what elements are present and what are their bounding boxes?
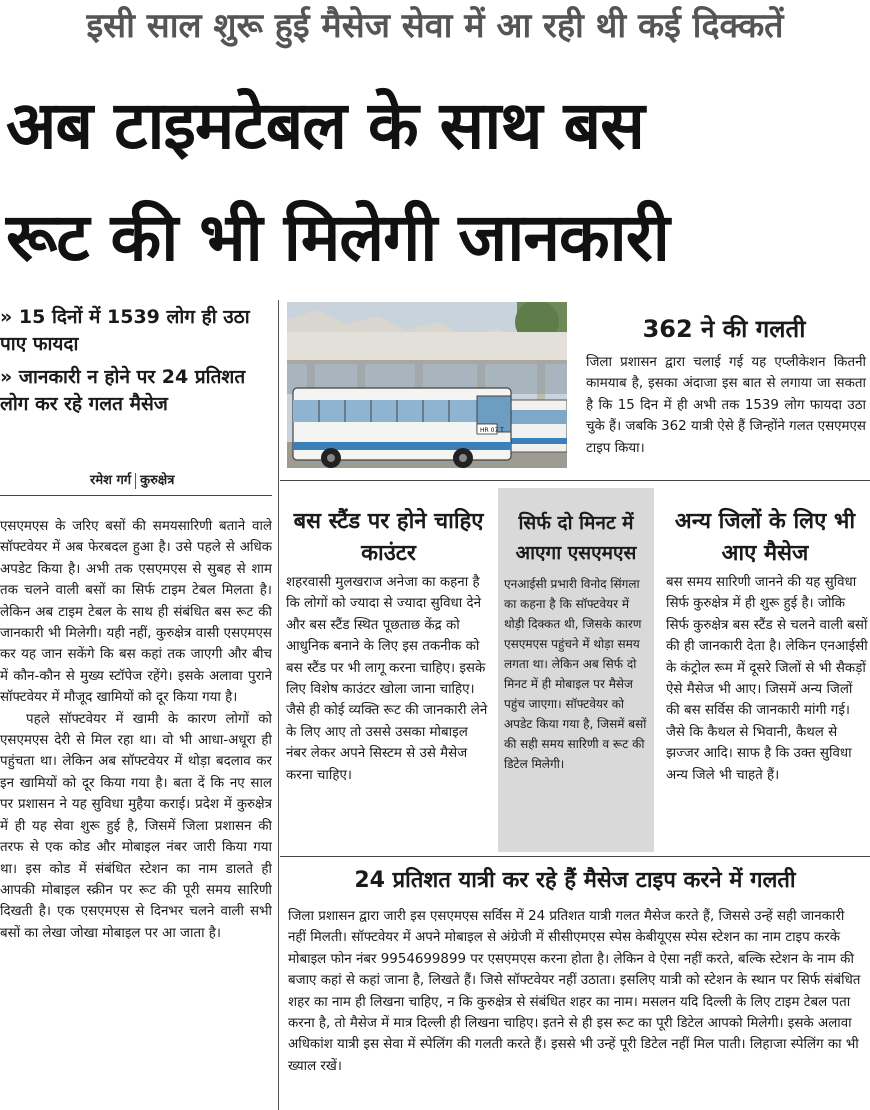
bus-stand-photo-illustration bbox=[287, 302, 567, 468]
section-rule bbox=[280, 480, 870, 481]
headline-line-1: अब टाइमटेबल के साथ बस bbox=[6, 87, 644, 164]
two-minute-text: एनआईसी प्रभारी विनोद सिंगला का कहना है कि सॉफ्टवेयर में थोड़ी दिक्कत थी, जिसके कारण एसएमएस पहुंचने में थोड़ा समय लगता था। लेकिन अब सिर्फ दो मिनट में ही मोबाइल पर मैसेज पहुंच जाएगा। सॉफ्टवेयर को अपडेट किया गया है, जिसमें बसों की सही समय सारिणी व रूट की डिटेल मिलेगी। bbox=[504, 577, 647, 771]
bottom-story-text: जिला प्रशासन द्वारा जारी इस एसएमएस सर्विस में 24 प्रतिशत यात्री गलत मैसेज करते हैं, जिससे उन्हें सही जानकारी नहीं मिलती। सॉफ्टवेयर में अपने मोबाइल से अंग्रेजी में सीसीएमएस स्पेस केबीयूएस स्पेस स्टेशन का नाम टाइप करके मोबाइल फोन नंबर 9954699899 पर एसएमएस करना होता है। लेकिन वे ऐसा नहीं करते, बल्कि स्टेशन के नाम की बजाए कहां से कहां जाना है, लिखते हैं। जिसे सॉफ्टवेयर नहीं उठाता। इसलिए यात्री को स्टेशन के स्थान पर सिर्फ संबंधित शहर का नाम ही लिखना चाहिए, न कि कुरुक्षेत्र से संबंधित शहर का नाम। मसलन यदि दिल्ली के लिए टाइम टेबल पता करना है, तो मैसेज में मात्र दिल्ली ही लिखना चाहिए। इतने से ही इस रूट का पूरी डिटेल आपको मिलेगी। इसके अलावा अधिकांश यात्री इस सेवा में स्पेलिंग की गलती करते हैं। इससे भी उन्हें पूरी डिटेल नहीं मिल पाती। लिहाजा स्पेलिंग का भी ख्याल रखें। bbox=[288, 909, 861, 1074]
highlights bbox=[0, 304, 272, 424]
counter-column-text: शहरवासी मुलखराज अनेजा का कहना है कि लोगों को ज्यादा से ज्यादा सुविधा देने और बस स्टैंड स्थित पूछताछ केंद्र को आधुनिक बनाने के लिए इस तकनीक को बस स्टैंड पर भी लागू करना चाहिए। इसके लिए विशेष काउंटर खोला जाना चाहिए। जैसे ही कोई व्यक्ति रूट की जानकारी लेने के लिए आए तो उससे उसका मोबाइल नंबर लेकर अपने सिस्टम से उसे मैसेज करना चाहिए। bbox=[286, 575, 488, 783]
byline-divider bbox=[135, 473, 136, 489]
main-paragraph: एसएमएस के जरिए बसों की समयसारिणी बताने वाले सॉफ्टवेयर में अब फेरबदल हुआ है। उसे पहले से अधिक अपडेट किया है। अभी तक एसएमएस से सुबह से शाम तक चलने वाली बसों का सिर्फ टाइम टेबल मिलता है। लेकिन अब टाइम टेबल के साथ ही संबंधित बस रूट की जानकारी भी मिलेगी। यही नहीं, कुरुक्षेत्र वासी एसएमएस कर यह जान सकेंगे कि बस कहां तक जाएगी और बीच में कौन-कौन से मुख्य स्टॉपेज रहेंगे। इसके अलावा पुराने सॉफ्टवेयर में मौजूद खामियों को दूर किया गया है। bbox=[0, 519, 272, 706]
main-article bbox=[0, 516, 272, 1110]
column-divider bbox=[278, 300, 279, 1110]
dateline: कुरुक्षेत्र bbox=[140, 473, 175, 488]
highlight-item: » 15 दिनों में 1539 लोग ही उठा पाए फायदा bbox=[0, 306, 250, 355]
bus-stand-photo bbox=[287, 302, 567, 468]
bottom-story-title: 24 प्रतिशत यात्री कर रहे हैं मैसेज टाइप करने में गलती bbox=[354, 868, 796, 893]
byline bbox=[90, 470, 174, 489]
highlight-item: » जानकारी न होने पर 24 प्रतिशत लोग कर रहे गलत मैसेज bbox=[0, 366, 246, 415]
box-362-title: 362 ने की गलती bbox=[642, 315, 806, 343]
other-districts-title: अन्य जिलों के लिए भी आए मैसेज bbox=[674, 509, 856, 566]
main-paragraph: पहले सॉफ्टवेयर में खामी के कारण लोगों को एसएमएस देरी से मिल रहा था। वो भी आधा-अधूरा ही पहुंचता था। लेकिन अब सॉफ्टवेयर में थोड़ा बदलाव कर इन खामियों को दूर किया गया है। बता दें कि नए साल पर प्रशासन ने यह सुविधा मुहैया कराई। प्रदेश में कुरुक्षेत्र में ही यह सेवा शुरू हुई है, जिसमें जिला प्रशासन की तरफ से एक कोड और मोबाइल नंबर जारी किया गया था। इस कोड में संबंधित स्टेशन का नाम डालते ही आपकी मोबाइल स्क्रीन पर रूट की पूरी समय सारिणी दिखती है। एक एसएमएस से दिनभर चलने वाली सभी बसों का लेखा जोखा मोबाइल पर आ जाता है। bbox=[0, 711, 272, 941]
bottom-story-rule bbox=[280, 856, 870, 857]
kicker: इसी साल शुरू हुई मैसेज सेवा में आ रही थी कई दिक्कतें bbox=[86, 6, 784, 46]
byline-rule bbox=[0, 495, 272, 496]
box-362-text: जिला प्रशासन द्वारा चलाई गई यह एप्लीकेशन कितनी कामयाब है, इसका अंदाजा इस बात से लगाया जा सकता है कि 15 दिन में ही अभी तक 1539 लोग फायदा उठा चुके हैं। जबकि 362 यात्री ऐसे हैं जिन्होंने गलत एसएमएस टाइप किया। bbox=[586, 355, 866, 456]
author-name: रमेश गर्ग bbox=[90, 473, 132, 488]
other-districts-text: बस समय सारिणी जानने की यह सुविधा सिर्फ कुरुक्षेत्र में ही शुरू हुई है। जोकि सिर्फ कुरुक्षेत्र बस स्टैंड से चलने वाली बसों की ही जानकारी देता है। लेकिन एनआईसी के कंट्रोल रूम में दूसरे जिलों से भी सैकड़ों ऐसे मैसेज भी आए। जिसमें अन्य जिलों की बस सर्विस की जानकारी मांगी गई। जैसे कि कैथल से भिवानी, कैथल से झज्जर आदि। साफ है कि उक्त सुविधा अन्य जिले भी चाहते हैं। bbox=[666, 575, 868, 783]
bus-number-plate: HR 07 T bbox=[480, 427, 504, 434]
two-minute-title: सिर्फ दो मिनट में आएगा एसएमएस bbox=[515, 512, 637, 564]
headline-line-2: रूट की भी मिलेगी जानकारी bbox=[6, 199, 669, 276]
counter-column-title: बस स्टैंड पर होने चाहिए काउंटर bbox=[293, 509, 484, 566]
